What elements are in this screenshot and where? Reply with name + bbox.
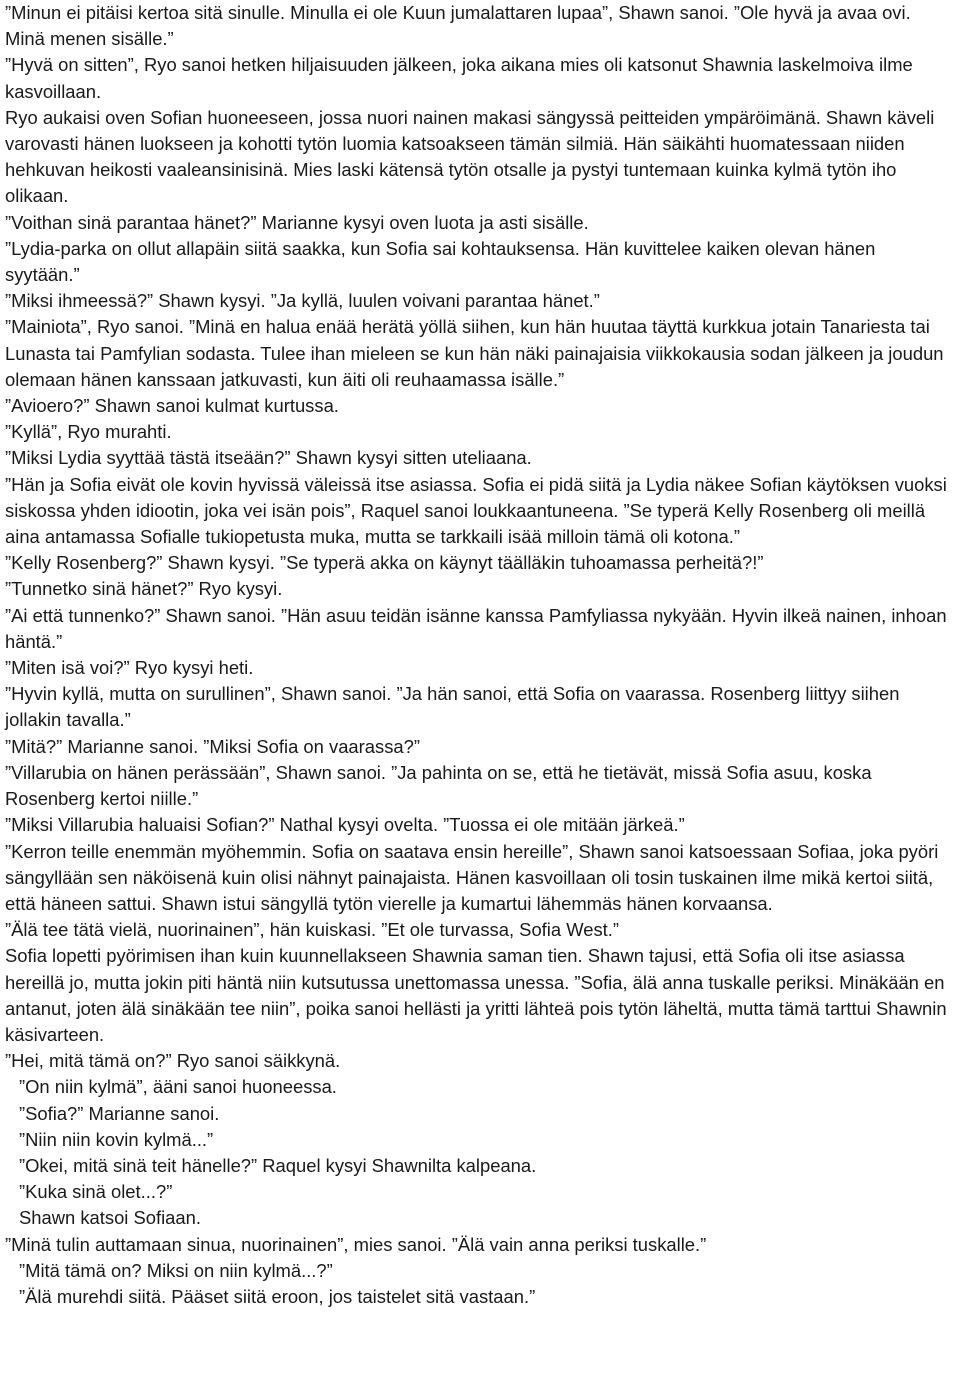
paragraph: ”Älä murehdi siitä. Pääset siitä eroon, jos taistelet sitä vastaan.” <box>19 1285 536 1307</box>
paragraph: ”Kerron teille enemmän myöhemmin. Sofia on saatava ensin hereille”, Shawn sanoi katsoessaan Sofiaa, joka pyöri sängyllään sen näköisenä kuin olisi nähnyt painajaista. Hänen kasvoillaan oli tosin tuskainen ilme mikä kertoi siitä, että häneen sattui. Shawn istui sängyllä tytön vierelle ja kumartui lähemmäs hänen korvaansa. <box>5 840 939 914</box>
paragraph: ”Miksi ihmeessä?” Shawn kysyi. ”Ja kyllä, luulen voivani parantaa hänet.” <box>5 290 600 312</box>
paragraph: ”Voithan sinä parantaa hänet?” Marianne kysyi oven luota ja asti sisälle. <box>5 211 589 233</box>
paragraph: ”Mainiota”, Ryo sanoi. ”Minä en halua enää herätä yöllä siihen, kun hän huutaa täyttä kurkkua jotain Tanariesta tai Lunasta tai Pamfylian sodasta. Tulee ihan mieleen se kun hän näki painajaisia viikkokausia sodan jälkeen ja joudun olemaan hänen kanssaan jatkuvasti, kun äiti oli reuhaamassa isälle.” <box>5 316 944 390</box>
paragraph: Ryo aukaisi oven Sofian huoneeseen, jossa nuori nainen makasi sängyssä peitteiden ympäröimänä. Shawn käveli varovasti hänen luokseen ja kohotti tytön luomia katsoakseen tämän silmiä. Hän säikähti huomatessaan niiden hehkuvan heikosti vaaleansinisinä. Mies laski kätensä tytön otsalle ja pystyi tuntemaan kuinka kylmä tytön iho olikaan. <box>5 106 935 207</box>
paragraph: ”Hän ja Sofia eivät ole kovin hyvissä väleissä itse asiassa. Sofia ei pidä siitä ja Lydia näkee Sofian käytöksen vuoksi siskossa yhden idiootin, joka vei isän pois”, Raquel sanoi loukkaantuneena. ”Se typerä Kelly Rosenberg oli meillä aina antamassa Sofialle tukiopetusta muka, mutta se tarkkaili isää milloin tämä oli kotona.” <box>5 473 947 548</box>
paragraph: ”Kelly Rosenberg?” Shawn kysyi. ”Se typerä akka on käynyt täälläkin tuhoamassa perheitä?!” <box>5 552 764 574</box>
paragraph: Shawn katsoi Sofiaan. <box>19 1207 201 1229</box>
paragraph: ”Lydia-parka on ollut allapäin siitä saakka, kun Sofia sai kohtauksensa. Hän kuvittelee kaiken olevan hänen syytään.” <box>5 237 876 286</box>
paragraph: ”Miksi Villarubia haluaisi Sofian?” Nathal kysyi ovelta. ”Tuossa ei ole mitään järkeä.” <box>5 814 685 836</box>
paragraph: ”Minun ei pitäisi kertoa sitä sinulle. Minulla ei ole Kuun jumalattaren lupaa”, Shawn sanoi. ”Ole hyvä ja avaa ovi. Minä menen sisälle.” <box>5 2 911 50</box>
paragraph: ”Mitä?” Marianne sanoi. ”Miksi Sofia on vaarassa?” <box>5 735 420 757</box>
paragraph: ”Mitä tämä on? Miksi on niin kylmä...?” <box>19 1259 333 1281</box>
paragraph: ”Avioero?” Shawn sanoi kulmat kurtussa. <box>5 395 339 417</box>
paragraph: ”Villarubia on hänen perässään”, Shawn sanoi. ”Ja pahinta on se, että he tietävät, missä Sofia asuu, koska Rosenberg kertoi niille.” <box>5 761 872 810</box>
paragraph: ”Okei, mitä sinä teit hänelle?” Raquel kysyi Shawnilta kalpeana. <box>19 1154 537 1176</box>
paragraph: ”Niin niin kovin kylmä...” <box>19 1128 214 1150</box>
paragraph: ”Hyvä on sitten”, Ryo sanoi hetken hiljaisuuden jälkeen, joka aikana mies oli katsonut Shawnia laskelmoiva ilme kasvoillaan. <box>5 54 913 102</box>
paragraph: ”Hyvin kyllä, mutta on surullinen”, Shawn sanoi. ”Ja hän sanoi, että Sofia on vaarassa. Rosenberg liittyy siihen jollakin tavalla.” <box>5 683 900 731</box>
paragraph: ”Hei, mitä tämä on?” Ryo sanoi säikkynä. <box>5 1050 341 1072</box>
paragraph: ”Miten isä voi?” Ryo kysyi heti. <box>5 657 254 679</box>
paragraph: ”Kyllä”, Ryo murahti. <box>5 421 172 443</box>
paragraph: ”Ai että tunnenko?” Shawn sanoi. ”Hän asuu teidän isänne kanssa Pamfyliassa nykyään. Hyvin ilkeä nainen, inhoan häntä.” <box>5 604 947 652</box>
paragraph: Sofia lopetti pyörimisen ihan kuin kuunnellakseen Shawnia saman tien. Shawn tajusi, että Sofia oli itse asiassa hereillä jo, mutta jokin piti häntä niin kutsutussa unettomassa unessa. ”Sofia, älä anna tuskalle periksi. Minäkään en antanut, joten älä sinäkään tee niin”, poika sanoi hellästi ja yritti lähteä pois tytön läheltä, mutta tämä tarttui Shawnin käsivarteen. <box>5 945 947 1045</box>
paragraph: ”Älä tee tätä vielä, nuorinainen”, hän kuiskasi. ”Et ole turvassa, Sofia West.” <box>5 919 620 941</box>
paragraph: ”Sofia?” Marianne sanoi. <box>19 1102 220 1124</box>
paragraph: ”Kuka sinä olet...?” <box>19 1181 173 1203</box>
paragraph: ”On niin kylmä”, ääni sanoi huoneessa. <box>19 1076 337 1098</box>
paragraph: ”Miksi Lydia syyttää tästä itseään?” Shawn kysyi sitten uteliaana. <box>5 447 532 469</box>
paragraph: ”Minä tulin auttamaan sinua, nuorinainen”, mies sanoi. ”Älä vain anna periksi tuskalle.” <box>5 1233 707 1255</box>
paragraph: ”Tunnetko sinä hänet?” Ryo kysyi. <box>5 578 283 600</box>
